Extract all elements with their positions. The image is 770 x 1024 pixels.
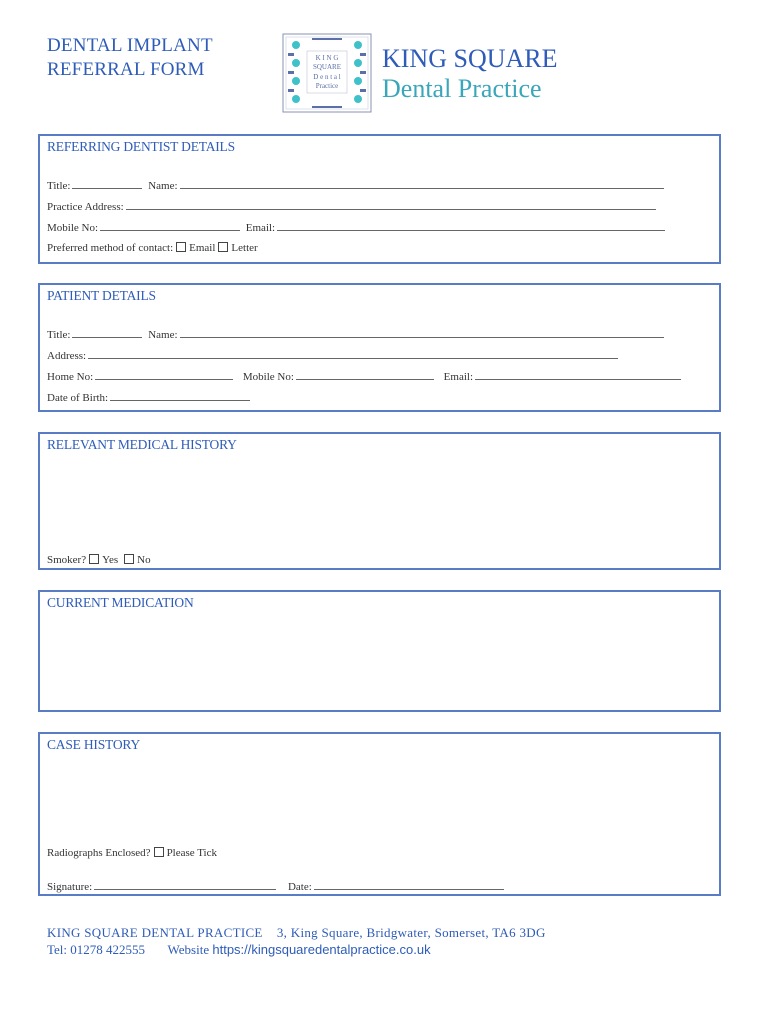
svg-text:D e n t a l: D e n t a l — [313, 73, 341, 81]
radiographs-row — [47, 846, 217, 860]
home-field[interactable] — [95, 369, 233, 380]
mobile-email-row — [47, 220, 668, 234]
dob-field[interactable] — [110, 390, 250, 401]
email-field[interactable] — [475, 369, 681, 380]
name-field[interactable] — [180, 327, 664, 338]
smoker-row — [47, 553, 151, 567]
date-field[interactable] — [314, 879, 504, 890]
svg-text:SQUARE: SQUARE — [312, 63, 342, 71]
practice-address-label: Practice Address: — [47, 201, 124, 213]
footer-address-text: 3, King Square, Bridgwater, Somerset, TA6 3DG — [276, 925, 546, 940]
section-title: CASE HISTORY — [47, 737, 140, 752]
email-checkbox[interactable] — [176, 242, 186, 252]
practice-name-line1: KING SQUARE — [382, 44, 558, 73]
practice-address-row — [47, 199, 659, 213]
email-label: Email: — [245, 222, 276, 234]
form-title-line1: DENTAL IMPLANT — [47, 35, 213, 56]
address-label: Address: — [47, 350, 87, 362]
dob-row — [47, 390, 253, 404]
signature-field[interactable] — [94, 879, 276, 890]
current-medication-section — [38, 590, 721, 712]
medical-history-section — [38, 432, 721, 570]
radiographs-checkbox[interactable] — [154, 847, 164, 857]
svg-text:K I N G: K I N G — [315, 54, 339, 62]
email-field[interactable] — [277, 220, 665, 231]
title-field[interactable] — [72, 327, 142, 338]
signature-date-row — [47, 879, 507, 893]
referring-title-name-row — [47, 178, 667, 192]
mobile-field[interactable] — [100, 220, 240, 231]
footer-website-label: Website — [167, 942, 210, 957]
title-label: Title: — [47, 329, 71, 341]
practice-name-line2: Dental Practice — [382, 74, 542, 103]
mobile-label: Mobile No: — [242, 371, 294, 383]
email-option-label: Email — [189, 242, 216, 254]
title-label: Title: — [47, 180, 71, 192]
footer-tel: Tel: 01278 422555 — [47, 942, 146, 957]
address-field[interactable] — [88, 348, 618, 359]
referring-dentist-section — [38, 134, 721, 264]
smoker-label: Smoker? — [47, 554, 87, 566]
smoker-no-checkbox[interactable] — [124, 554, 134, 564]
radiographs-label: Radiographs Enclosed? — [47, 847, 151, 859]
section-title: REFERRING DENTIST DETAILS — [47, 139, 235, 154]
patient-address-row — [47, 348, 621, 362]
form-title-line2: REFERRAL FORM — [47, 59, 205, 80]
practice-name — [382, 44, 558, 104]
case-history-section — [38, 732, 721, 896]
smoker-yes-checkbox[interactable] — [89, 554, 99, 564]
footer-website-link[interactable]: https://kingsquaredentalpractice.co.uk — [212, 942, 431, 957]
date-label: Date: — [287, 881, 312, 893]
patient-title-name-row — [47, 327, 667, 341]
section-title: RELEVANT MEDICAL HISTORY — [47, 437, 237, 452]
footer-address — [47, 925, 546, 941]
title-field[interactable] — [72, 178, 142, 189]
name-label: Name: — [148, 180, 178, 192]
letter-option-label: Letter — [231, 242, 258, 254]
practice-address-field[interactable] — [126, 199, 656, 210]
patient-details-section — [38, 283, 721, 412]
name-field[interactable] — [180, 178, 664, 189]
name-label: Name: — [148, 329, 178, 341]
mobile-label: Mobile No: — [47, 222, 99, 234]
footer-contact — [47, 942, 431, 958]
dob-label: Date of Birth: — [47, 392, 109, 404]
contact-method-row — [47, 241, 258, 255]
smoker-yes-label: Yes — [102, 554, 119, 566]
form-title — [47, 34, 277, 82]
svg-text:Practice: Practice — [315, 82, 339, 90]
mobile-field[interactable] — [296, 369, 434, 380]
please-tick-label: Please Tick — [166, 847, 217, 859]
practice-logo-icon — [282, 33, 372, 113]
letter-checkbox[interactable] — [218, 242, 228, 252]
home-label: Home No: — [47, 371, 94, 383]
phone-email-row — [47, 369, 684, 383]
email-label: Email: — [443, 371, 473, 383]
footer-practice-name: KING SQUARE DENTAL PRACTICE — [47, 925, 263, 940]
contact-method-label: Preferred method of contact: — [47, 242, 174, 254]
signature-label: Signature: — [47, 881, 93, 893]
section-title: CURRENT MEDICATION — [47, 595, 194, 610]
smoker-no-label: No — [137, 554, 151, 566]
section-title: PATIENT DETAILS — [47, 288, 156, 303]
